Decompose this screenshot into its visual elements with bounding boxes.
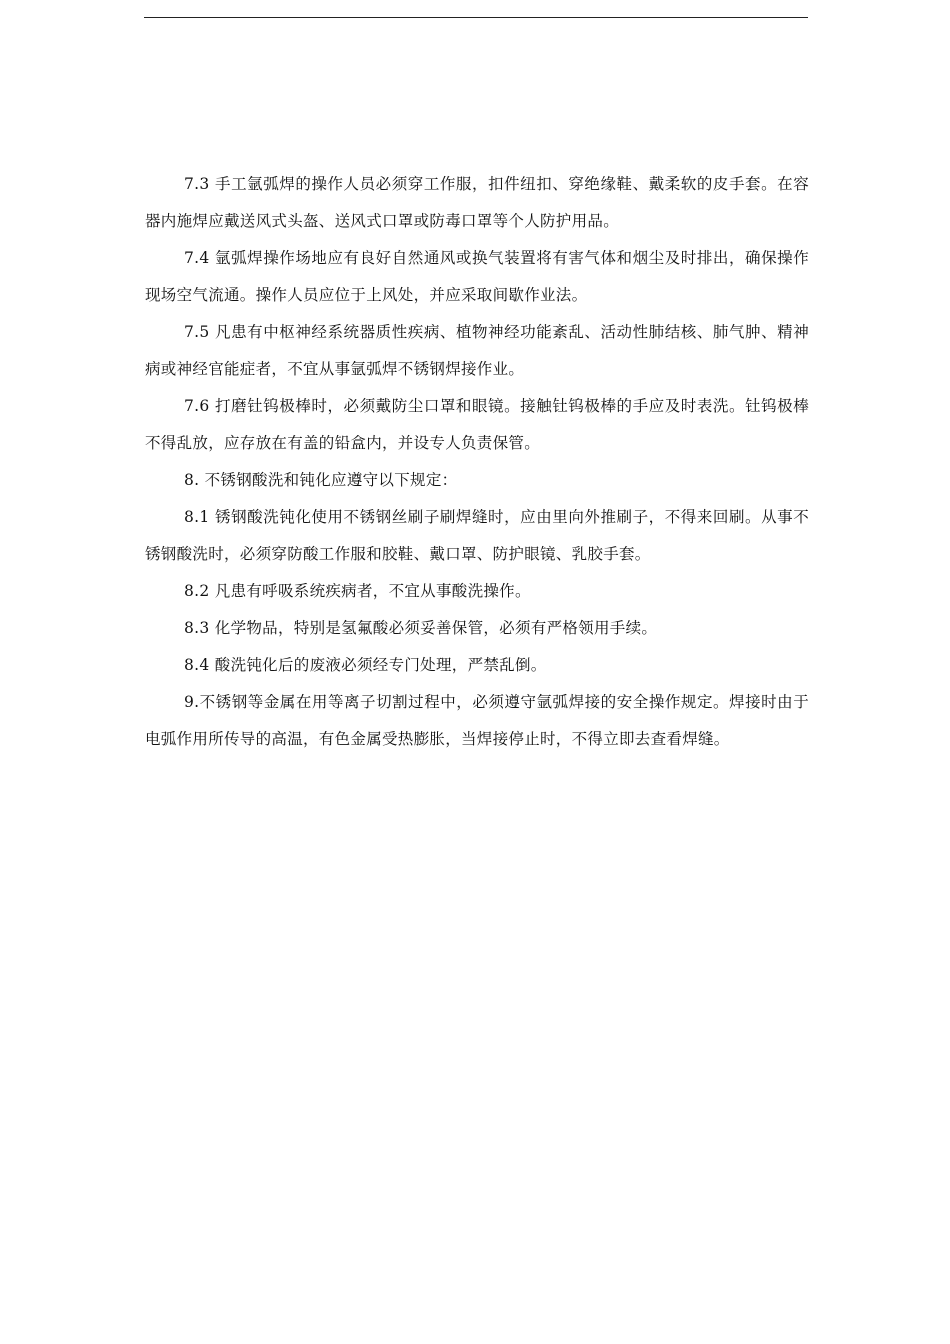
paragraph-7-4: 7.4 氩弧焊操作场地应有良好自然通风或换气装置将有害气体和烟尘及时排出，确保操作现场空气流通。操作人员应位于上风处，并应采取间歇作业法。 [145, 249, 809, 304]
paragraph-8-2: 8.2 凡患有呼吸系统疾病者，不宜从事酸洗操作。 [184, 582, 531, 600]
paragraph-8-4: 8.4 酸洗钝化后的废液必须经专门处理，严禁乱倒。 [184, 656, 547, 674]
header-rule [144, 17, 808, 18]
paragraph-7-6: 7.6 打磨钍钨极棒时，必须戴防尘口罩和眼镜。接触钍钨极棒的手应及时表洗。钍钨极棒不得乱放，应存放在有盖的铅盒内，并设专人负责保管。 [145, 397, 809, 452]
paragraph-8-1: 8.1 锈钢酸洗钝化使用不锈钢丝刷子刷焊缝时，应由里向外推刷子，不得来回刷。从事不锈钢酸洗时，必须穿防酸工作服和胶鞋、戴口罩、防护眼镜、乳胶手套。 [145, 508, 809, 563]
paragraph-9: 9.不锈钢等金属在用等离子切割过程中，必须遵守氩弧焊接的安全操作规定。焊接时由于电弧作用所传导的高温，有色金属受热膨胀，当焊接停止时，不得立即去查看焊缝。 [145, 693, 809, 748]
paragraph-8: 8. 不锈钢酸洗和钝化应遵守以下规定： [184, 471, 458, 489]
paragraph-7-5: 7.5 凡患有中枢神经系统器质性疾病、植物神经功能紊乱、活动性肺结核、肺气肿、精神病或神经官能症者，不宜从事氩弧焊不锈钢焊接作业。 [145, 323, 809, 378]
paragraph-8-3: 8.3 化学物品，特别是氢氟酸必须妥善保管，必须有严格领用手续。 [184, 619, 658, 637]
document-body [145, 166, 809, 758]
paragraph-7-3: 7.3 手工氩弧焊的操作人员必须穿工作服，扣件纽扣、穿绝缘鞋、戴柔软的皮手套。在容器内施焊应戴送风式头盔、送风式口罩或防毒口罩等个人防护用品。 [145, 175, 809, 230]
